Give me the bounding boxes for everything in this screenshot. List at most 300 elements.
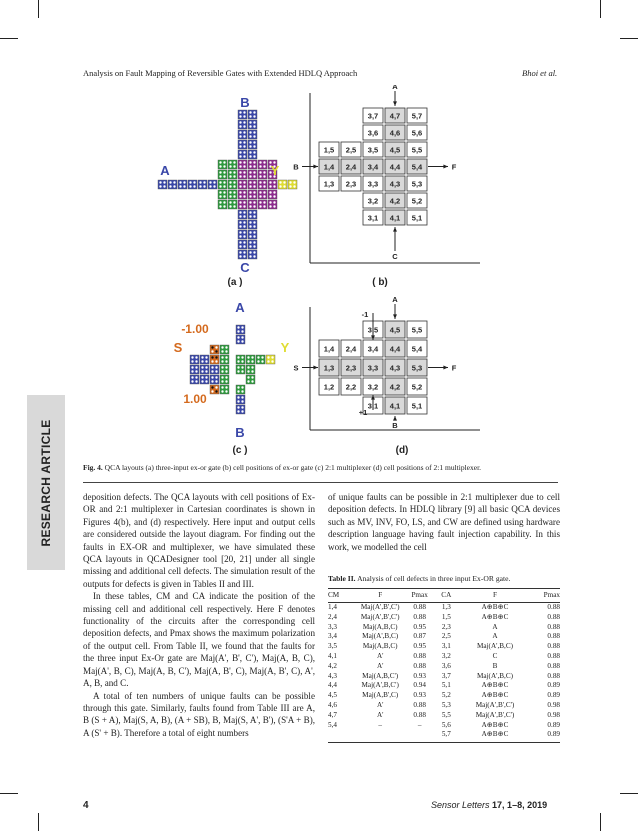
qca-dot xyxy=(215,350,217,352)
qca-cell xyxy=(218,170,227,179)
table-cell: 0.89 xyxy=(547,720,560,729)
qca-dot xyxy=(251,356,253,358)
qca-dot xyxy=(239,255,241,257)
table-cell: 4,2 xyxy=(328,661,337,670)
qca-dot xyxy=(205,370,207,372)
col-header-pmax: Pmax xyxy=(530,589,560,603)
table-cell: Maj(A',B,C) xyxy=(476,671,514,680)
grid-cell-label: 3,1 xyxy=(367,213,379,223)
qca-dot xyxy=(243,181,245,183)
qca-dot xyxy=(243,205,245,207)
crop-mark xyxy=(620,38,638,39)
qca-dot xyxy=(241,410,243,412)
qca-cell xyxy=(218,190,227,199)
qca-dot xyxy=(237,410,239,412)
qca-dot xyxy=(229,191,231,193)
col-header-pmax: Pmax xyxy=(407,589,433,603)
qca-dot xyxy=(261,356,263,358)
qca-dot xyxy=(247,370,249,372)
qca-dot xyxy=(263,195,265,197)
qca-dot xyxy=(169,181,171,183)
label-input-c: C xyxy=(240,260,250,275)
table-caption-label: Table II. xyxy=(328,574,356,583)
qca-dot xyxy=(221,390,223,392)
qca-dot xyxy=(249,155,251,157)
qca-cell xyxy=(238,190,247,199)
qca-cell xyxy=(228,200,237,209)
qca-dot xyxy=(243,145,245,147)
qca-dot xyxy=(233,165,235,167)
qca-dot xyxy=(233,191,235,193)
grid-cell-label: 4,3 xyxy=(389,363,401,373)
crop-mark xyxy=(620,793,638,794)
label-fixed-plus: 1.00 xyxy=(183,392,207,406)
qca-dot xyxy=(247,360,249,362)
table-cell: A⊕B⊕C xyxy=(481,612,509,621)
qca-cell xyxy=(248,200,257,209)
qca-dot xyxy=(211,380,213,382)
qca-dot xyxy=(221,376,223,378)
qca-dot xyxy=(259,165,261,167)
table-cell: 0.88 xyxy=(547,632,560,641)
grid-cell-label: 4,1 xyxy=(389,401,401,411)
grid-cell-label: 4,5 xyxy=(389,325,401,335)
grid-cell-label: 5,6 xyxy=(411,128,423,138)
qca-dot xyxy=(273,195,275,197)
grid-cell-label: 5,4 xyxy=(411,162,423,172)
grid-cell-label: 3,4 xyxy=(367,162,379,172)
qca-dot xyxy=(243,215,245,217)
table-row xyxy=(328,730,560,742)
arrow-in-a-head xyxy=(393,314,397,319)
qca-dot xyxy=(215,346,217,348)
qca-dot xyxy=(243,255,245,257)
qca-dot xyxy=(253,241,255,243)
qca-cell xyxy=(278,180,287,189)
qca-dot xyxy=(249,165,251,167)
qca-dot xyxy=(259,175,261,177)
qca-cell xyxy=(238,110,247,119)
qca-dot xyxy=(225,360,227,362)
qca-dot xyxy=(215,370,217,372)
grid-cell-label: 3,2 xyxy=(367,196,379,206)
qca-dot xyxy=(237,330,239,332)
qca-dot xyxy=(211,386,213,388)
qca-dot xyxy=(253,175,255,177)
qca-dot xyxy=(243,155,245,157)
qca-dot xyxy=(249,251,251,253)
arrow-label-f: F xyxy=(451,162,457,172)
qca-dot xyxy=(233,175,235,177)
qca-dot xyxy=(273,181,275,183)
qca-dot xyxy=(223,195,225,197)
table-cell: 4,7 xyxy=(328,710,337,719)
crop-mark xyxy=(38,0,39,18)
grid-cell-label: 1,5 xyxy=(323,145,335,155)
qca-dot xyxy=(239,225,241,227)
qca-dot xyxy=(163,185,165,187)
table-cell: 0.88 xyxy=(413,651,426,660)
qca-dot xyxy=(253,185,255,187)
qca-dot xyxy=(241,390,243,392)
qca-cell xyxy=(198,180,207,189)
grid-cell-label: 5,1 xyxy=(411,213,423,223)
figure-caption-label: Fig. 4. xyxy=(83,463,103,472)
qca-dot xyxy=(249,181,251,183)
qca-dot xyxy=(257,356,259,358)
qca-dot xyxy=(241,360,243,362)
qca-dot xyxy=(201,370,203,372)
arrow-label-a: A xyxy=(392,85,398,91)
arrow-in-a-head xyxy=(393,101,397,106)
crop-mark xyxy=(0,38,18,39)
grid-cell-label: 3,5 xyxy=(367,145,379,155)
qca-cell xyxy=(236,335,245,344)
qca-cell xyxy=(220,345,229,354)
qca-cell xyxy=(178,180,187,189)
qca-dot xyxy=(225,356,227,358)
table-cell: 2,5 xyxy=(441,632,451,641)
qca-dot xyxy=(199,181,201,183)
table-2 xyxy=(328,588,560,743)
qca-dot xyxy=(269,185,271,187)
qca-dot xyxy=(237,370,239,372)
qca-cell xyxy=(210,375,219,384)
qca-dot xyxy=(241,396,243,398)
qca-cell xyxy=(248,190,257,199)
arrow-in-s-head xyxy=(313,366,318,370)
table-cell xyxy=(354,730,407,742)
grid-cell-label: 1,3 xyxy=(323,363,335,373)
table-cell: A' xyxy=(376,710,384,719)
qca-dot xyxy=(239,211,241,213)
table-cell: 0.98 xyxy=(547,700,560,709)
table-cell: 2,3 xyxy=(441,622,451,631)
qca-dot xyxy=(233,205,235,207)
qca-cell xyxy=(268,180,277,189)
qca-dot xyxy=(239,115,241,117)
qca-dot xyxy=(239,201,241,203)
table-cell: 0.93 xyxy=(413,671,426,680)
qca-dot xyxy=(239,185,241,187)
label-output-y: Y xyxy=(270,163,280,178)
table-cell: 0.88 xyxy=(547,622,560,631)
qca-dot xyxy=(201,376,203,378)
qca-dot xyxy=(259,205,261,207)
qca-dot xyxy=(183,185,185,187)
qca-dot xyxy=(237,406,239,408)
qca-dot xyxy=(247,356,249,358)
qca-dot xyxy=(239,195,241,197)
qca-dot xyxy=(229,161,231,163)
qca-cell xyxy=(220,365,229,374)
qca-dot xyxy=(249,215,251,217)
qca-cell xyxy=(228,170,237,179)
qca-dot xyxy=(221,386,223,388)
qca-dot xyxy=(233,185,235,187)
qca-dot xyxy=(243,151,245,153)
qca-dot xyxy=(225,376,227,378)
table-row xyxy=(328,613,560,623)
running-header-title: Analysis on Fault Mapping of Reversible Gates with Extended HDLQ Approach xyxy=(83,68,358,78)
qca-dot xyxy=(239,135,241,137)
qca-dot xyxy=(253,141,255,143)
qca-dot xyxy=(223,181,225,183)
qca-dot xyxy=(253,115,255,117)
table-cell: 5,1 xyxy=(441,681,451,690)
panel-label-b: ( b) xyxy=(372,277,388,288)
qca-dot xyxy=(253,121,255,123)
qca-dot xyxy=(261,360,263,362)
label-input-a: A xyxy=(235,300,245,315)
qca-dot xyxy=(273,191,275,193)
qca-dot xyxy=(239,131,241,133)
qca-dot xyxy=(219,195,221,197)
table-cell: Maj(A',B',C') xyxy=(360,612,400,621)
qca-dot xyxy=(195,380,197,382)
qca-dot xyxy=(219,161,221,163)
qca-dot xyxy=(259,191,261,193)
qca-dot xyxy=(243,195,245,197)
qca-dot xyxy=(247,380,249,382)
qca-dot xyxy=(239,191,241,193)
table-cell: Maj(A',B',C') xyxy=(475,710,515,719)
qca-dot xyxy=(249,231,251,233)
figure-caption-text: QCA layouts (a) three-input ex-or gate (b) cell positions of ex-or gate (c) 2:1 multiplexer (d) cell positions of 2:1 multiplexer. xyxy=(104,463,482,472)
qca-dot xyxy=(239,111,241,113)
table-cell: 0.94 xyxy=(413,681,426,690)
qca-cell xyxy=(228,160,237,169)
qca-dot xyxy=(249,235,251,237)
qca-dot xyxy=(229,185,231,187)
qca-dot xyxy=(189,185,191,187)
qca-dot xyxy=(239,125,241,127)
qca-dot xyxy=(253,231,255,233)
qca-dot xyxy=(293,185,295,187)
qca-dot xyxy=(263,185,265,187)
grid-cell-label: 3,5 xyxy=(367,325,379,335)
qca-cell xyxy=(228,180,237,189)
qca-dot xyxy=(269,195,271,197)
qca-dot xyxy=(259,201,261,203)
table-row xyxy=(328,711,560,721)
table-row xyxy=(328,691,560,701)
table-cell: 0.88 xyxy=(547,612,560,621)
qca-dot xyxy=(263,191,265,193)
qca-dot xyxy=(249,205,251,207)
qca-cell xyxy=(238,170,247,179)
qca-cell xyxy=(246,365,255,374)
crop-mark xyxy=(0,793,18,794)
table-cell: A⊕B⊕C xyxy=(481,691,509,700)
qca-cell xyxy=(268,200,277,209)
qca-dot xyxy=(257,360,259,362)
panel-label-d: (d) xyxy=(395,445,409,456)
qca-dot xyxy=(195,376,197,378)
qca-dot xyxy=(201,380,203,382)
qca-dot xyxy=(219,171,221,173)
qca-dot xyxy=(223,185,225,187)
qca-dot xyxy=(239,165,241,167)
table-header-row xyxy=(328,589,560,603)
qca-dot xyxy=(237,356,239,358)
qca-dot xyxy=(239,141,241,143)
grid-cell-label: 1,3 xyxy=(323,179,335,189)
grid-cell-label: 5,7 xyxy=(411,111,423,121)
qca-cell xyxy=(258,160,267,169)
qca-cell xyxy=(238,150,247,159)
qca-dot xyxy=(173,181,175,183)
qca-dot xyxy=(249,171,251,173)
qca-cell xyxy=(248,170,257,179)
label-input-b: B xyxy=(240,95,250,110)
qca-dot xyxy=(243,225,245,227)
qca-cell xyxy=(238,220,247,229)
table-cell: Maj(A,B',C) xyxy=(362,691,399,700)
qca-dot xyxy=(195,360,197,362)
figure-caption xyxy=(83,463,563,472)
grid-cell-label: 4,4 xyxy=(389,162,401,172)
qca-cell xyxy=(210,365,219,374)
table-cell: A xyxy=(492,632,498,641)
qca-dot xyxy=(211,370,213,372)
qca-dot xyxy=(229,205,231,207)
qca-dot xyxy=(239,155,241,157)
qca-cell xyxy=(248,130,257,139)
qca-cell xyxy=(200,365,209,374)
qca-dot xyxy=(259,185,261,187)
qca-cell xyxy=(158,180,167,189)
col-header-f: F xyxy=(354,589,407,603)
qca-dot xyxy=(203,181,205,183)
qca-cell xyxy=(218,200,227,209)
qca-dot xyxy=(195,366,197,368)
qca-dot xyxy=(211,356,213,358)
qca-dot xyxy=(239,121,241,123)
grid-cell-label: 4,1 xyxy=(389,213,401,223)
qca-dot xyxy=(249,131,251,133)
table-row xyxy=(328,632,560,642)
article-type-label: RESEARCH ARTICLE xyxy=(39,418,53,547)
arrow-label-b: B xyxy=(293,162,299,172)
panel-a-qca-exor xyxy=(158,95,297,288)
arrow-in-c-head xyxy=(393,227,397,232)
qca-cell xyxy=(238,240,247,249)
table-row xyxy=(328,642,560,652)
qca-dot xyxy=(223,165,225,167)
qca-dot xyxy=(205,360,207,362)
qca-dot xyxy=(271,360,273,362)
qca-dot xyxy=(239,205,241,207)
table-cell: 0.89 xyxy=(547,691,560,700)
qca-dot xyxy=(249,255,251,257)
qca-cell xyxy=(258,190,267,199)
qca-dot xyxy=(159,181,161,183)
qca-dot xyxy=(215,376,217,378)
table-cell: 0.89 xyxy=(547,681,560,690)
qca-dot xyxy=(239,241,241,243)
qca-dot xyxy=(243,251,245,253)
qca-dot xyxy=(243,171,245,173)
qca-dot xyxy=(229,181,231,183)
qca-dot xyxy=(239,151,241,153)
qca-dot xyxy=(233,195,235,197)
grid-cell-label: 3,3 xyxy=(367,363,379,373)
arrow-label-f: F xyxy=(451,363,457,373)
qca-dot xyxy=(241,326,243,328)
qca-dot xyxy=(239,221,241,223)
grid-cell-label: 1,4 xyxy=(323,162,335,172)
table-cell: 0.88 xyxy=(413,603,426,611)
qca-dot xyxy=(215,380,217,382)
qca-dot xyxy=(213,185,215,187)
paragraph: In these tables, CM and CA indicate the position of the missing cell and additional cell respectively. Here F denotes functionality of the circuits after the corresponding cell deposition defects, and Pmax shows the maximum polarization of the output cell. From Table II, we found that the faults for the three input Ex-Or gate are Maj(A', B', C'), Maj(A, B, C), Maj(A', B, C), Maj(A, B, C'), Maj(A, B', C), Maj(A, B', C), A', A, B, and C. xyxy=(83,591,315,689)
arrow-label-s: S xyxy=(293,363,299,373)
qca-dot xyxy=(229,165,231,167)
qca-dot xyxy=(239,171,241,173)
qca-cell xyxy=(238,210,247,219)
qca-dot xyxy=(239,161,241,163)
qca-dot xyxy=(263,201,265,203)
qca-dot xyxy=(223,205,225,207)
qca-dot xyxy=(253,191,255,193)
qca-cell xyxy=(220,355,229,364)
table-cell: 0.88 xyxy=(547,651,560,660)
qca-dot xyxy=(269,191,271,193)
qca-dot xyxy=(249,221,251,223)
qca-dot xyxy=(225,390,227,392)
qca-dot xyxy=(221,370,223,372)
qca-dot xyxy=(241,406,243,408)
qca-dot xyxy=(273,185,275,187)
table-cell: A⊕B⊕C xyxy=(460,730,530,742)
col-header-cm: CM xyxy=(328,589,354,603)
table-cell: C xyxy=(492,651,498,660)
table-cell xyxy=(328,730,354,742)
crop-mark xyxy=(38,813,39,831)
table-cell: 0.88 xyxy=(413,612,426,621)
qca-dot xyxy=(205,356,207,358)
table-cell: 4,4 xyxy=(328,681,337,690)
qca-cell xyxy=(210,345,219,354)
qca-dot xyxy=(241,330,243,332)
qca-dot xyxy=(239,251,241,253)
qca-dot xyxy=(209,185,211,187)
qca-dot xyxy=(233,201,235,203)
crop-mark xyxy=(600,0,601,18)
qca-dot xyxy=(223,175,225,177)
article-type-tab xyxy=(27,395,65,570)
figure-4 xyxy=(80,85,480,460)
qca-dot xyxy=(253,215,255,217)
qca-cell xyxy=(238,180,247,189)
qca-dot xyxy=(289,185,291,187)
qca-cell xyxy=(238,140,247,149)
table-cell: Maj(A,B,C) xyxy=(362,622,398,631)
qca-dot xyxy=(191,380,193,382)
grid-cell-label: 4,5 xyxy=(389,145,401,155)
table-cell: Maj(A,B,C') xyxy=(362,671,399,680)
qca-dot xyxy=(219,175,221,177)
qca-dot xyxy=(237,396,239,398)
table-cell: Maj(A',B,C') xyxy=(361,681,399,690)
qca-dot xyxy=(253,225,255,227)
qca-dot xyxy=(225,350,227,352)
qca-cell xyxy=(248,230,257,239)
qca-dot xyxy=(191,366,193,368)
table-cell: A' xyxy=(376,700,384,709)
table-row xyxy=(328,652,560,662)
